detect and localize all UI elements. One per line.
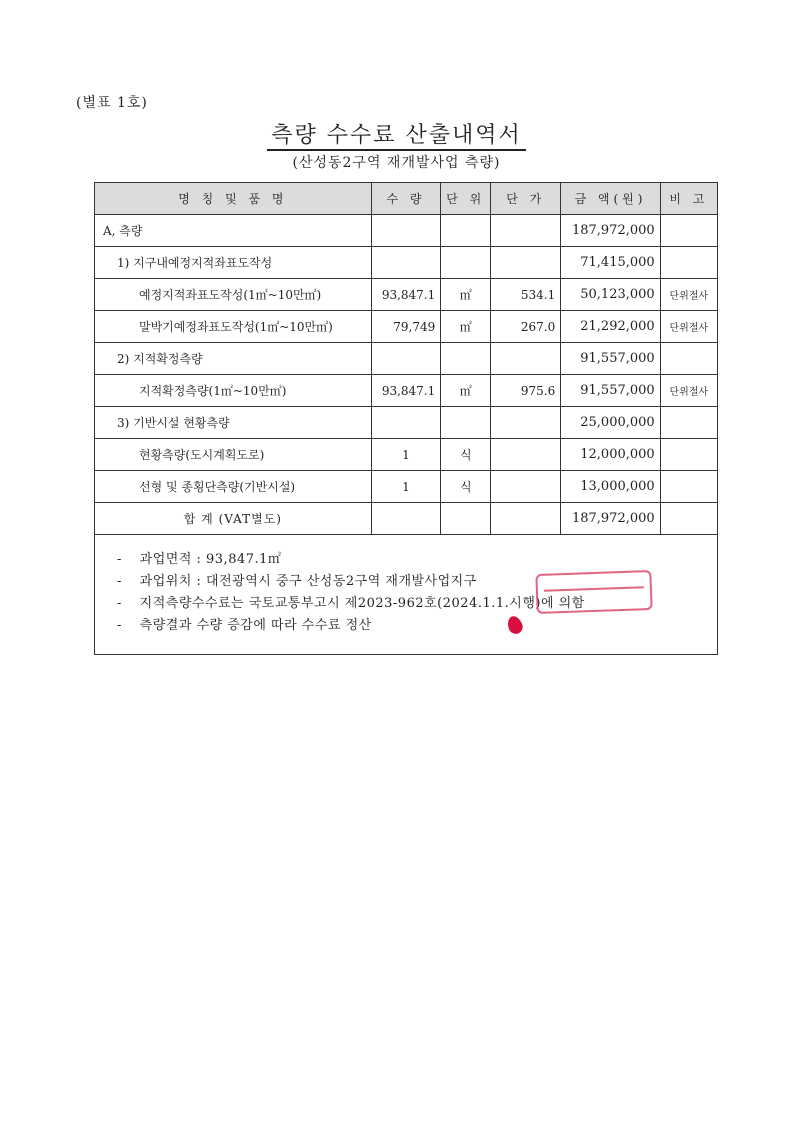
table-row: [95, 311, 718, 343]
note-dash: -: [117, 574, 122, 589]
item-unit: [441, 215, 491, 247]
item-name: 지적확정측량(1㎡~10만㎡): [95, 375, 372, 407]
item-qty: [371, 247, 441, 279]
item-amount: 187,972,000: [561, 215, 660, 247]
item-qty: 1: [371, 439, 441, 471]
item-amount: 25,000,000: [561, 407, 660, 439]
note-text: 과업면적 : 93,847.1㎡: [139, 552, 282, 567]
item-unit: ㎡: [441, 279, 491, 311]
item-amount: 12,000,000: [561, 439, 660, 471]
table-row: [95, 407, 718, 439]
item-note: 단위절사: [660, 375, 717, 407]
item-name: A, 측량: [95, 215, 372, 247]
item-note: [660, 503, 717, 535]
col-header-name: 명 칭 및 품 명: [95, 183, 372, 215]
item-note: [660, 343, 717, 375]
item-note: [660, 439, 717, 471]
item-price: 534.1: [491, 279, 561, 311]
item-price: [491, 247, 561, 279]
item-amount: 91,557,000: [561, 343, 660, 375]
item-note: 단위절사: [660, 279, 717, 311]
fee-table: [94, 182, 718, 535]
item-note: [660, 407, 717, 439]
note-text: 측량결과 수량 증감에 따라 수수료 정산: [139, 618, 372, 633]
note-text: 지적측량수수료는 국토교통부고시 제2023-962호(2024.1.1.시행)에 의함: [139, 596, 585, 611]
item-unit: [441, 343, 491, 375]
annex-label: (별표 1호): [76, 95, 148, 111]
item-price: [491, 439, 561, 471]
item-qty: 93,847.1: [371, 375, 441, 407]
item-qty: 93,847.1: [371, 279, 441, 311]
item-qty: [371, 343, 441, 375]
document-title-text: 측량 수수료 산출내역서: [267, 123, 526, 151]
item-amount: 91,557,000: [561, 375, 660, 407]
table-row: [95, 279, 718, 311]
item-unit: [441, 247, 491, 279]
item-name: 3) 기반시설 현황측량: [95, 407, 372, 439]
table-row: [95, 247, 718, 279]
note-item: [95, 549, 717, 571]
item-qty: [371, 407, 441, 439]
red-seal-stamp: [535, 570, 652, 614]
item-amount: 21,292,000: [561, 311, 660, 343]
item-price: 975.6: [491, 375, 561, 407]
col-header-amount: 금 액(원): [561, 183, 660, 215]
item-price: [491, 407, 561, 439]
item-note: [660, 471, 717, 503]
item-qty: 79,749: [371, 311, 441, 343]
table-header-row: [95, 183, 718, 215]
item-price: [491, 471, 561, 503]
item-unit: 식: [441, 471, 491, 503]
item-name: 말박기예정좌표도작성(1㎡~10만㎡): [95, 311, 372, 343]
col-header-note: 비 고: [660, 183, 717, 215]
item-unit: 식: [441, 439, 491, 471]
document-title: [0, 118, 793, 149]
document-subtitle: (산성동2구역 재개발사업 측량): [292, 155, 501, 171]
item-unit: ㎡: [441, 375, 491, 407]
item-amount: 71,415,000: [561, 247, 660, 279]
item-qty: 1: [371, 471, 441, 503]
table-row: [95, 471, 718, 503]
table-row: [95, 375, 718, 407]
item-note: 단위절사: [660, 311, 717, 343]
item-note: [660, 215, 717, 247]
col-header-price: 단 가: [491, 183, 561, 215]
total-label: 합 계 (VAT별도): [95, 503, 372, 535]
total-amount: 187,972,000: [561, 503, 660, 535]
col-header-qty: 수 량: [371, 183, 441, 215]
total-row: [95, 503, 718, 535]
item-name: 예정지적좌표도작성(1㎡~10만㎡): [95, 279, 372, 311]
item-qty: [371, 503, 441, 535]
col-header-unit: 단 위: [441, 183, 491, 215]
item-amount: 50,123,000: [561, 279, 660, 311]
item-name: 1) 지구내예정지적좌표도작성: [95, 247, 372, 279]
item-qty: [371, 215, 441, 247]
item-name: 현황측량(도시계획도로): [95, 439, 372, 471]
item-amount: 13,000,000: [561, 471, 660, 503]
item-name: 2) 지적확정측량: [95, 343, 372, 375]
item-unit: ㎡: [441, 311, 491, 343]
note-item: [95, 615, 717, 637]
item-unit: [441, 407, 491, 439]
item-price: [491, 503, 561, 535]
item-note: [660, 247, 717, 279]
note-dash: -: [117, 618, 122, 633]
note-dash: -: [117, 596, 122, 611]
item-price: [491, 215, 561, 247]
table-row: [95, 439, 718, 471]
note-text: 과업위치 : 대전광역시 중구 산성동2구역 재개발사업지구: [139, 574, 477, 589]
item-unit: [441, 503, 491, 535]
item-price: 267.0: [491, 311, 561, 343]
table-row: [95, 343, 718, 375]
table-row: [95, 215, 718, 247]
item-price: [491, 343, 561, 375]
note-dash: -: [117, 552, 122, 567]
item-name: 선형 및 종횡단측량(기반시설): [95, 471, 372, 503]
